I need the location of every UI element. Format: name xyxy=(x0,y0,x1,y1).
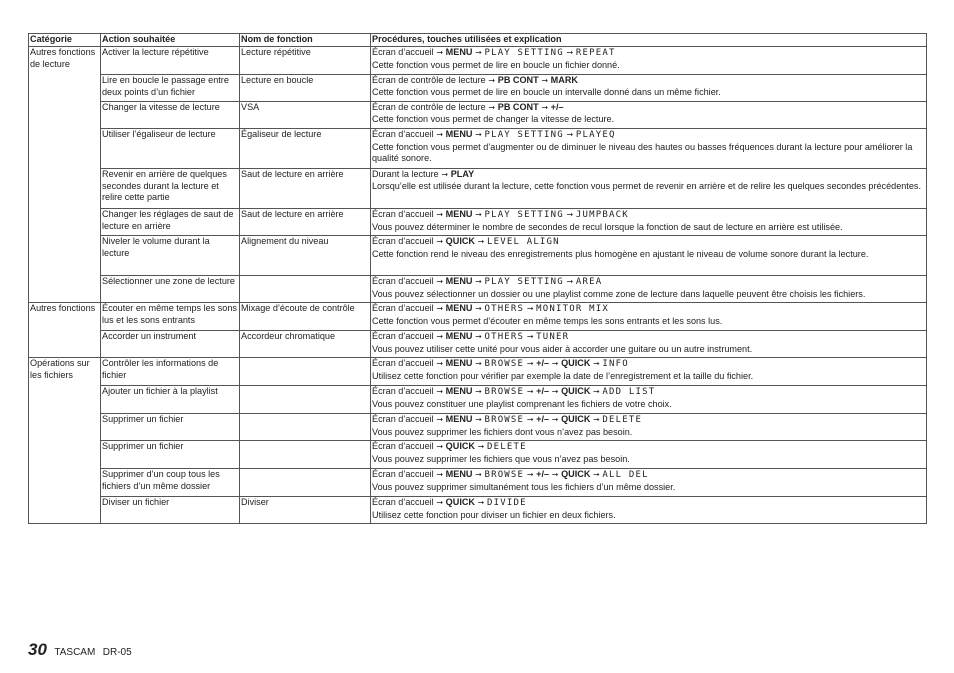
action-cell: Diviser un fichier xyxy=(101,497,240,524)
arrow-right-icon: ➞ xyxy=(566,210,574,219)
key-label: PB CONT xyxy=(497,75,539,85)
procedure-steps xyxy=(372,303,925,316)
arrow-right-icon: ➞ xyxy=(477,237,485,246)
procedure-explanation: Vous pouvez supprimer les fichiers que vous n’avez pas besoin. xyxy=(372,453,630,464)
step-text: Écran d’accueil xyxy=(372,441,434,451)
procedure-steps xyxy=(372,358,925,371)
procedure-explanation: Cette fonction vous permet d’écouter en même temps les sons entrants et les sons lus. xyxy=(372,315,723,326)
function-name-cell: Saut de lecture en arrière xyxy=(240,209,371,236)
screen-menu-label: MONITOR MIX xyxy=(536,304,609,314)
key-label: MENU xyxy=(445,209,473,219)
screen-menu-label: PLAY SETTING xyxy=(484,210,564,220)
procedure-explanation: Utilisez cette fonction pour diviser un fichier en deux fichiers. xyxy=(372,509,616,520)
arrow-right-icon: ➞ xyxy=(441,170,449,179)
table-row xyxy=(29,497,927,524)
key-label: PLAY xyxy=(450,169,475,179)
key-label: MARK xyxy=(550,75,578,85)
arrow-right-icon: ➞ xyxy=(593,359,600,368)
step-text: Écran d’accueil xyxy=(372,358,434,368)
key-label: MENU xyxy=(445,386,473,396)
model-name: DR-05 xyxy=(102,647,132,658)
procedure-cell xyxy=(371,441,927,469)
key-label: MENU xyxy=(445,414,473,424)
procedure-explanation: Vous pouvez constituer une playlist comprenant les fichiers de votre choix. xyxy=(372,398,672,409)
procedure-steps xyxy=(372,414,925,427)
arrow-right-icon: ➞ xyxy=(436,470,444,479)
screen-menu-label: ADD LIST xyxy=(602,387,656,397)
arrow-right-icon: ➞ xyxy=(475,304,482,313)
arrow-right-icon: ➞ xyxy=(551,359,559,368)
arrow-right-icon: ➞ xyxy=(488,103,496,112)
function-name-cell xyxy=(240,358,371,386)
action-cell: Supprimer un fichier xyxy=(101,441,240,469)
category-cell: Autres fonctions de lecture xyxy=(29,47,101,303)
arrow-right-icon: ➞ xyxy=(566,277,574,286)
procedure-explanation: Vous pouvez sélectionner un dossier ou une playlist comme zone de lecture dans laquelle peuvent être choisis les fichiers. xyxy=(372,288,866,299)
table-header-row xyxy=(29,34,927,47)
arrow-right-icon: ➞ xyxy=(551,415,559,424)
screen-menu-label: PLAY SETTING xyxy=(484,130,564,140)
procedure-explanation: Lorsqu’elle est utilisée durant la lecture, cette fonction vous permet de revenir en arrière et de relire les quelques secondes précédentes. xyxy=(372,180,921,191)
procedure-cell xyxy=(371,358,927,386)
arrow-right-icon: ➞ xyxy=(541,76,549,85)
arrow-right-icon: ➞ xyxy=(475,415,482,424)
procedure-explanation: Vous pouvez supprimer les fichiers dont vous n’avez pas besoin. xyxy=(372,426,633,437)
procedure-explanation: Cette fonction vous permet de lire en boucle un fichier donné. xyxy=(372,59,620,70)
arrow-right-icon: ➞ xyxy=(566,48,574,57)
page-footer xyxy=(28,640,132,660)
procedure-steps xyxy=(372,75,925,87)
action-cell: Revenir en arrière de quelques secondes durant la lecture et relire cette partie xyxy=(101,169,240,209)
arrow-right-icon: ➞ xyxy=(436,48,444,57)
arrow-right-icon: ➞ xyxy=(551,470,559,479)
key-label: +/– xyxy=(536,469,550,479)
procedure-explanation: Vous pouvez déterminer le nombre de secondes de recul lorsque la fonction de saut de lecture en arrière est utilisée. xyxy=(372,221,843,232)
arrow-right-icon: ➞ xyxy=(475,387,482,396)
procedure-cell xyxy=(371,386,927,414)
arrow-right-icon: ➞ xyxy=(436,304,444,313)
key-label: +/– xyxy=(550,102,564,112)
key-label: MENU xyxy=(445,469,473,479)
key-label: MENU xyxy=(445,331,473,341)
key-label: +/– xyxy=(536,386,550,396)
header-function: Nom de fonction xyxy=(240,34,371,47)
table-row xyxy=(29,209,927,236)
page-number: 30 xyxy=(28,640,47,659)
step-text: Écran d’accueil xyxy=(372,47,434,57)
step-text: Écran d’accueil xyxy=(372,129,434,139)
action-cell: Utiliser l’égaliseur de lecture xyxy=(101,129,240,169)
key-label: QUICK xyxy=(561,358,591,368)
procedure-cell xyxy=(371,331,927,358)
function-name-cell xyxy=(240,441,371,469)
step-text: Durant la lecture xyxy=(372,169,439,179)
header-procedure: Procédures, touches utilisées et explication xyxy=(371,34,927,47)
screen-menu-label: TUNER xyxy=(536,332,570,342)
arrow-right-icon: ➞ xyxy=(526,304,534,313)
procedure-cell xyxy=(371,303,927,331)
screen-menu-label: JUMPBACK xyxy=(575,210,629,220)
procedure-steps xyxy=(372,386,925,399)
header-category: Catégorie xyxy=(29,34,101,47)
table-row xyxy=(29,386,927,414)
procedure-steps xyxy=(372,276,925,289)
screen-menu-label: PLAY SETTING xyxy=(484,277,564,287)
arrow-right-icon: ➞ xyxy=(436,130,444,139)
arrow-right-icon: ➞ xyxy=(526,332,534,341)
procedure-steps xyxy=(372,209,925,222)
brand-name: TASCAM xyxy=(54,647,96,658)
key-label: PB CONT xyxy=(497,102,539,112)
table-row xyxy=(29,303,927,331)
function-table xyxy=(28,33,927,524)
arrow-right-icon: ➞ xyxy=(436,442,444,451)
screen-menu-label: BROWSE xyxy=(484,359,525,369)
screen-menu-label: OTHERS xyxy=(484,332,525,342)
arrow-right-icon: ➞ xyxy=(475,470,482,479)
table-row xyxy=(29,47,927,75)
procedure-explanation: Cette fonction vous permet de lire en boucle un intervalle donné dans un même fichier. xyxy=(372,86,721,97)
screen-menu-label: OTHERS xyxy=(484,304,525,314)
action-cell: Niveler le volume durant la lecture xyxy=(101,236,240,276)
step-text: Écran d’accueil xyxy=(372,236,434,246)
arrow-right-icon: ➞ xyxy=(488,76,496,85)
procedure-cell xyxy=(371,47,927,75)
procedure-cell xyxy=(371,276,927,303)
screen-menu-label: DELETE xyxy=(602,415,643,425)
table-row xyxy=(29,441,927,469)
function-name-cell xyxy=(240,469,371,497)
arrow-right-icon: ➞ xyxy=(551,387,559,396)
table-row xyxy=(29,169,927,209)
procedure-cell xyxy=(371,469,927,497)
procedure-steps xyxy=(372,102,925,114)
arrow-right-icon: ➞ xyxy=(436,498,444,507)
arrow-right-icon: ➞ xyxy=(436,210,444,219)
step-text: Écran d’accueil xyxy=(372,414,434,424)
key-label: MENU xyxy=(445,303,473,313)
step-text: Écran de contrôle de lecture xyxy=(372,102,486,112)
step-text: Écran d’accueil xyxy=(372,303,434,313)
arrow-right-icon: ➞ xyxy=(593,470,600,479)
arrow-right-icon: ➞ xyxy=(477,442,485,451)
step-text: Écran d’accueil xyxy=(372,331,434,341)
screen-menu-label: BROWSE xyxy=(484,470,525,480)
arrow-right-icon: ➞ xyxy=(526,387,534,396)
key-label: MENU xyxy=(445,129,473,139)
procedure-cell xyxy=(371,414,927,441)
table-row xyxy=(29,129,927,169)
arrow-right-icon: ➞ xyxy=(436,332,444,341)
key-label: QUICK xyxy=(445,441,475,451)
screen-menu-label: DIVIDE xyxy=(486,498,527,508)
screen-menu-label: LEVEL ALIGN xyxy=(486,237,560,247)
key-label: QUICK xyxy=(561,469,591,479)
procedure-steps xyxy=(372,497,925,510)
arrow-right-icon: ➞ xyxy=(541,103,549,112)
procedure-cell xyxy=(371,236,927,276)
key-label: +/– xyxy=(536,358,550,368)
key-label: MENU xyxy=(445,47,473,57)
action-cell: Changer la vitesse de lecture xyxy=(101,102,240,129)
arrow-right-icon: ➞ xyxy=(475,48,482,57)
table-row xyxy=(29,102,927,129)
arrow-right-icon: ➞ xyxy=(566,130,574,139)
category-cell: Opérations sur les fichiers xyxy=(29,358,101,524)
arrow-right-icon: ➞ xyxy=(436,387,444,396)
step-text: Écran d’accueil xyxy=(372,386,434,396)
function-name-cell xyxy=(240,414,371,441)
arrow-right-icon: ➞ xyxy=(436,415,444,424)
screen-menu-label: INFO xyxy=(602,359,629,369)
screen-menu-label: PLAY SETTING xyxy=(484,48,564,58)
action-cell: Accorder un instrument xyxy=(101,331,240,358)
procedure-cell xyxy=(371,129,927,169)
procedure-cell xyxy=(371,169,927,209)
procedure-steps xyxy=(372,169,925,181)
action-cell: Lire en boucle le passage entre deux points d’un fichier xyxy=(101,75,240,102)
function-name-cell: Égaliseur de lecture xyxy=(240,129,371,169)
function-name-cell: Lecture répétitive xyxy=(240,47,371,75)
action-cell: Activer la lecture répétitive xyxy=(101,47,240,75)
action-cell: Ajouter un fichier à la playlist xyxy=(101,386,240,414)
function-name-cell: Diviser xyxy=(240,497,371,524)
table-row xyxy=(29,75,927,102)
procedure-steps xyxy=(372,47,925,60)
step-text: Écran d’accueil xyxy=(372,469,434,479)
procedure-explanation: Utilisez cette fonction pour vérifier par exemple la date de l’enregistrement et la taille du fichier. xyxy=(372,370,754,381)
arrow-right-icon: ➞ xyxy=(475,210,482,219)
screen-menu-label: ALL DEL xyxy=(602,470,649,480)
procedure-explanation: Cette fonction vous permet de changer la vitesse de lecture. xyxy=(372,113,615,124)
key-label: MENU xyxy=(445,276,473,286)
step-text: Écran d’accueil xyxy=(372,497,434,507)
header-action: Action souhaitée xyxy=(101,34,240,47)
key-label: QUICK xyxy=(445,497,475,507)
function-name-cell: Lecture en boucle xyxy=(240,75,371,102)
step-text: Écran de contrôle de lecture xyxy=(372,75,486,85)
screen-menu-label: BROWSE xyxy=(484,415,525,425)
action-cell: Supprimer un fichier xyxy=(101,414,240,441)
action-cell: Sélectionner une zone de lecture xyxy=(101,276,240,303)
procedure-steps xyxy=(372,441,925,454)
function-name-cell: VSA xyxy=(240,102,371,129)
function-name-cell: Saut de lecture en arrière xyxy=(240,169,371,209)
procedure-steps xyxy=(372,469,925,482)
arrow-right-icon: ➞ xyxy=(526,415,534,424)
screen-menu-label: BROWSE xyxy=(484,387,525,397)
key-label: QUICK xyxy=(445,236,475,246)
arrow-right-icon: ➞ xyxy=(477,498,485,507)
table-row xyxy=(29,414,927,441)
procedure-explanation: Cette fonction rend le niveau des enregistrements plus homogène en ajustant le niveau de volume sonore durant la lecture. xyxy=(372,248,869,259)
action-cell: Changer les réglages de saut de lecture en arrière xyxy=(101,209,240,236)
function-name-cell: Alignement du niveau xyxy=(240,236,371,276)
screen-menu-label: DELETE xyxy=(486,442,527,452)
key-label: +/– xyxy=(536,414,550,424)
table-body xyxy=(29,47,927,524)
function-name-cell: Accordeur chromatique xyxy=(240,331,371,358)
arrow-right-icon: ➞ xyxy=(475,332,482,341)
key-label: MENU xyxy=(445,358,473,368)
table-row xyxy=(29,276,927,303)
arrow-right-icon: ➞ xyxy=(475,359,482,368)
procedure-cell xyxy=(371,497,927,524)
procedure-steps xyxy=(372,236,925,249)
procedure-cell xyxy=(371,75,927,102)
procedure-explanation: Vous pouvez supprimer simultanément tous les fichiers d’un même dossier. xyxy=(372,481,676,492)
function-name-cell xyxy=(240,386,371,414)
table-row xyxy=(29,236,927,276)
screen-menu-label: REPEAT xyxy=(575,48,616,58)
step-text: Écran d’accueil xyxy=(372,276,434,286)
table-row xyxy=(29,331,927,358)
procedure-explanation: Cette fonction vous permet d’augmenter ou de diminuer le niveau des hautes ou basses fréquences durant la lecture pour améliorer la qualité sonore. xyxy=(372,141,913,164)
procedure-steps xyxy=(372,129,925,142)
screen-menu-label: AREA xyxy=(575,277,603,287)
arrow-right-icon: ➞ xyxy=(526,359,534,368)
action-cell: Écouter en même temps les sons lus et les sons entrants xyxy=(101,303,240,331)
arrow-right-icon: ➞ xyxy=(475,277,482,286)
screen-menu-label: PLAYEQ xyxy=(575,130,616,140)
procedure-steps xyxy=(372,331,925,344)
function-name-cell: Mixage d’écoute de contrôle xyxy=(240,303,371,331)
arrow-right-icon: ➞ xyxy=(436,277,444,286)
table-row xyxy=(29,358,927,386)
step-text: Écran d’accueil xyxy=(372,209,434,219)
arrow-right-icon: ➞ xyxy=(526,470,534,479)
arrow-right-icon: ➞ xyxy=(436,359,444,368)
table-row xyxy=(29,469,927,497)
procedure-cell xyxy=(371,102,927,129)
arrow-right-icon: ➞ xyxy=(593,387,600,396)
function-name-cell xyxy=(240,276,371,303)
action-cell: Supprimer d’un coup tous les fichiers d’un même dossier xyxy=(101,469,240,497)
arrow-right-icon: ➞ xyxy=(475,130,482,139)
action-cell: Contrôler les informations de fichier xyxy=(101,358,240,386)
arrow-right-icon: ➞ xyxy=(593,415,600,424)
procedure-cell xyxy=(371,209,927,236)
category-cell: Autres fonctions xyxy=(29,303,101,358)
procedure-explanation: Vous pouvez utiliser cette unité pour vous aider à accorder une guitare ou un autre instrument. xyxy=(372,343,753,354)
key-label: QUICK xyxy=(561,386,591,396)
key-label: QUICK xyxy=(561,414,591,424)
arrow-right-icon: ➞ xyxy=(436,237,444,246)
